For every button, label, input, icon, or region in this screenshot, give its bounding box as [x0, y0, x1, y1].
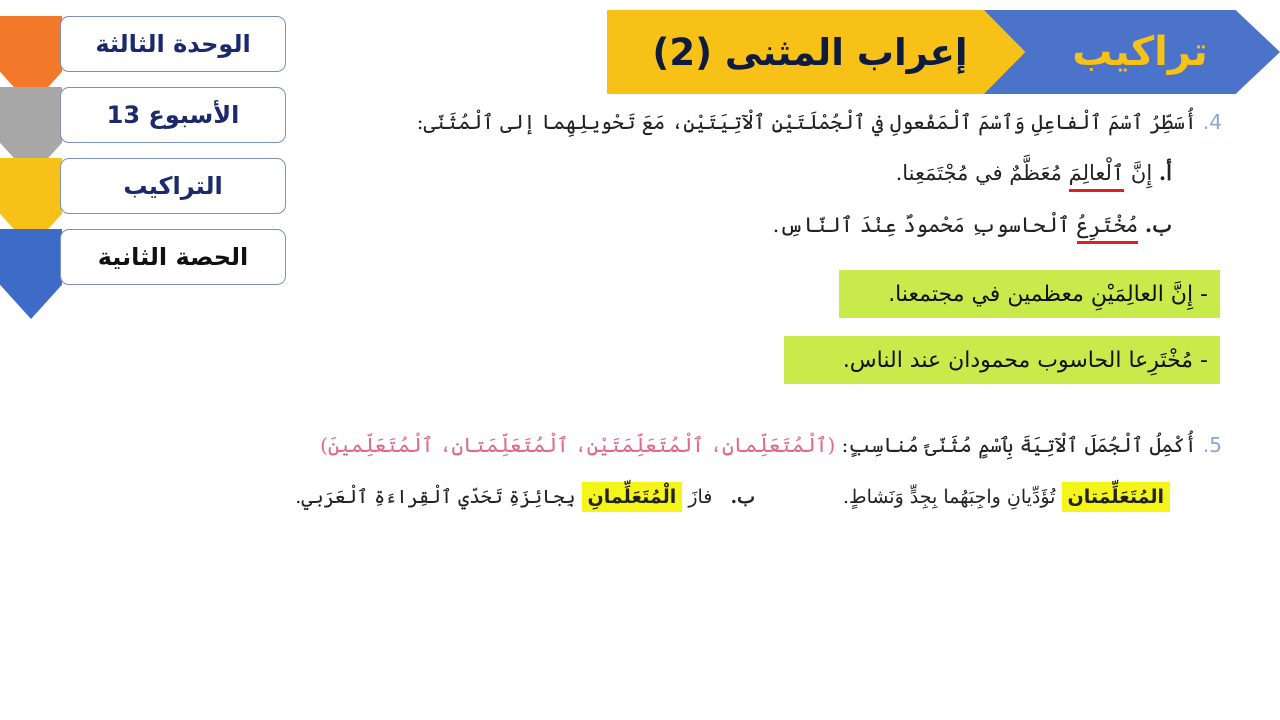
q4-a-pre: إِنَّ: [1130, 161, 1153, 185]
q5-b-pre: فازَ: [688, 486, 713, 508]
q4-a-underlined: ٱلْعالِمَ: [1069, 161, 1125, 192]
nav-session-label: الحصة الثانية: [60, 229, 286, 285]
nav-week-label: الأسبوع 13: [60, 87, 286, 143]
q4-b-line: [773, 212, 1172, 237]
q5-number: 5.: [1202, 433, 1222, 457]
q5-b-rest: بِجائِزَةِ تَحَدّي ٱلْقِراءَةِ ٱلْعَرَبي.: [295, 486, 576, 508]
q4-a-post: مُعَظَّمٌ في مُجْتَمَعِنا.: [895, 161, 1062, 185]
q5-a-sentence: [843, 486, 1170, 508]
q5-b-sentence: [295, 486, 755, 508]
q5-b-fill: الْمُتَعَلِّمانِ: [582, 482, 683, 512]
lesson-title: إعراب المثنى (2): [652, 30, 968, 74]
q4-b-underlined: مُخْتَرِعُ: [1077, 213, 1139, 244]
subject-title: تراكيب: [1072, 29, 1208, 75]
q5-b-letter: ب.: [730, 486, 755, 508]
q4-a-letter: أ.: [1158, 160, 1172, 185]
q5-options: (ٱلْمُتَعَلِّمانِ، ٱلْمُتَعَلِّمَتَيْنِ، ٱلْمُتَعَلِّمَتانِ، ٱلْمُتَعَلِّمينَ): [320, 433, 836, 457]
q5-prompt: أُكْمِلُ ٱلْجُمَلَ ٱلْآتِيَةَ بِٱسْمٍ مُثَنّىً مُناسِبٍ:: [841, 433, 1197, 457]
q5-a-rest: تُؤَدِّيانِ واجِبَهُما بِجِدٍّ وَنَشاطٍ.: [842, 486, 1056, 508]
q4-b-letter: ب.: [1144, 212, 1172, 237]
q4-prompt: أُسَطِّرُ ٱسْمَ ٱلْفاعِلِ وَٱسْمَ ٱلْمَفْعولِ في ٱلْجُمْلَتَيْنِ ٱلْآتِيَتَيْنِ، مَعَ تَحْويلِهِما إلى ٱلْمُثَنّى:: [416, 110, 1197, 134]
q4-number: 4.: [1202, 110, 1222, 134]
q5-prompt-line: [320, 433, 1222, 457]
q4-prompt-line: [417, 110, 1222, 134]
nav-topic-label: التراكيب: [60, 158, 286, 214]
nav-unit-label: الوحدة الثالثة: [60, 16, 286, 72]
q4-b-post: ٱلْحاسوبِ مَحْمودٌ عِنْدَ ٱلنّاسِ.: [772, 213, 1070, 237]
answer-2: - مُخْتَرِعا الحاسوب محمودان عند الناس.: [784, 336, 1220, 384]
q5-a-fill: المُتَعَلِّمَتان: [1062, 482, 1170, 512]
answer-1: - إِنَّ العالِمَيْنِ معظمين في مجتمعنا.: [839, 270, 1220, 318]
nav-chevron-session: [0, 229, 62, 319]
q4-a-line: [896, 160, 1172, 185]
